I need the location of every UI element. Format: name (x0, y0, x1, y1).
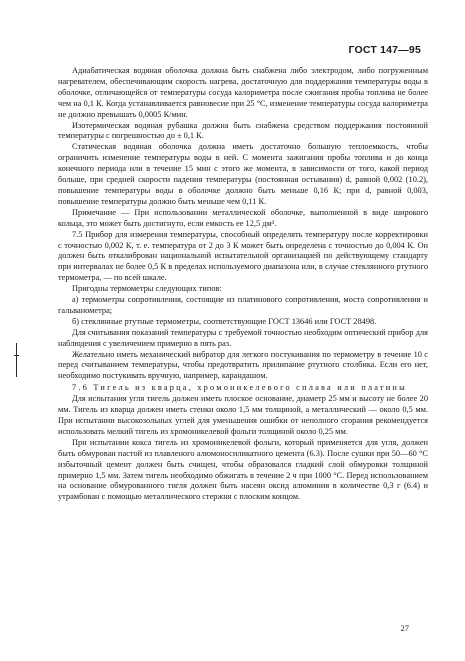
margin-mark (16, 343, 17, 377)
paragraph-adiabatic-jacket: Адиабатическая водяная оболочка должна быть снабжена либо электродом, либо погруженным нагревателем, обеспечивающим скорость нагрева, достаточную для поддержания температуры воды в оболочке, отличающейся от температуры сосуда калориметра после сжигания пробы топлива не более чем на 0,1 К. Когда устанавливается равновесие при 25 °С, изменение температуры сосуда калориметра не должно превышать 0,0005 К/мин. (58, 66, 428, 119)
document-code: ГОСТ 147—95 (348, 44, 421, 56)
paragraph-coal-crucible: Для испытания угля тигель должен иметь плоское основание, диаметр 25 мм и высоту не более 20 мм. Тигель из кварца должен иметь стенки около 1,5 мм толщиной, а металлический — около 0,5 мм. При испытании высокозольных углей для уменьшения ошибки от неполного сгорания рекомендуется использовать мелкий тигель из хромоникелевой фольги толщиной около 0,25 мм. (58, 394, 428, 436)
page-number: 27 (400, 623, 409, 633)
paragraph-isothermal-jacket: Изотермическая водяная рубашка должна быть снабжена средством поддержания постоянной температуры с погрешностью до ± 0,1 К. (58, 120, 428, 141)
paragraph-item-a: а) термометры сопротивления, состоящие из платинового сопротивления, моста сопротивления и гальванометра; (58, 295, 428, 315)
paragraph-note: Примечание — При использовании металлической оболочке, выполненной в виде широкого кольца, это может быть достигнуто, если емкость ее 12,5 дм³. (58, 207, 428, 228)
paragraph-optical-device: Для считывания показаний температуры с требуемой точностью необходим оптический прибор для наблюдения с увеличением примерно в пять раз. (58, 327, 428, 348)
paragraph-coke-crucible: При испытании кокса тигель из хромоникелевой фольги, который применяется для угля, должен быть обмурован пастой из плавленого алюмоносиликатного цемента (6.3). После сушки при 50—60 °С избыточный цемент должен быть счищен, чтобы образовался гладкий слой обмуровки толщиной примерно 1,5 мм. Затем тигель необходимо обжигать в течение 2 ч при 1000 °С. Перед использованием на основание обмурованного тигля должен быть насеян оксид алюминия в количестве 0,3 г (6.4) и утрамбован с помощью металлического стержня с плоским концом. (58, 437, 428, 502)
document-body (58, 66, 428, 503)
paragraph-thermometer-types: Пригодны термометры следующих типов: (72, 284, 222, 294)
paragraph-7-5: 7.5 Прибор для измерения температуры, способный определять температуру после корректировки с точностью 0,002 К, т. е. температура от 2 до 3 К может быть определена с точностью до 0,004 К. Он должен быть откалиброван национальной испытательной организацией по действующему стандарту при интервалах не более 0,5 К в пределах используемого диапазона или, в случае стеклянного ртутного термометра, — по всей шкале. (58, 229, 428, 283)
paragraph-vibrator: Желательно иметь механический вибратор для легкого постукивания по термометру в течение 10 с перед считыванием температуры, чтобы предотвратить прилипание ртутного столбика. Если его нет, необходимо постукивать вручную, например, карандашом. (58, 349, 428, 381)
paragraph-item-b: б) стеклянные ртутные термометры, соответствующие ГОСТ 13646 или ГОСТ 28498. (72, 316, 377, 326)
paragraph-static-jacket: Статическая водяная оболочка должна иметь достаточно большую теплоемкость, чтобы ограничить изменение температуры воды в ней. С момента зажигания пробы топлива и до конца конечного периода или в течение 15 мин с этого же момента, в зависимости от того, какой период больше, при средней скорости падения температуры (постоянная остывания) d, равной 0,002 (10.2), повышение температуры воды в оболочке должно быть меньше 0,16 К; при d, равной 0,003, повышение температуры должно быть меньше чем 0,11 К. (58, 142, 428, 206)
section-heading-7-6: 7.6 Тигель из кварца, хромоникелевого сплава или платины (72, 383, 407, 393)
